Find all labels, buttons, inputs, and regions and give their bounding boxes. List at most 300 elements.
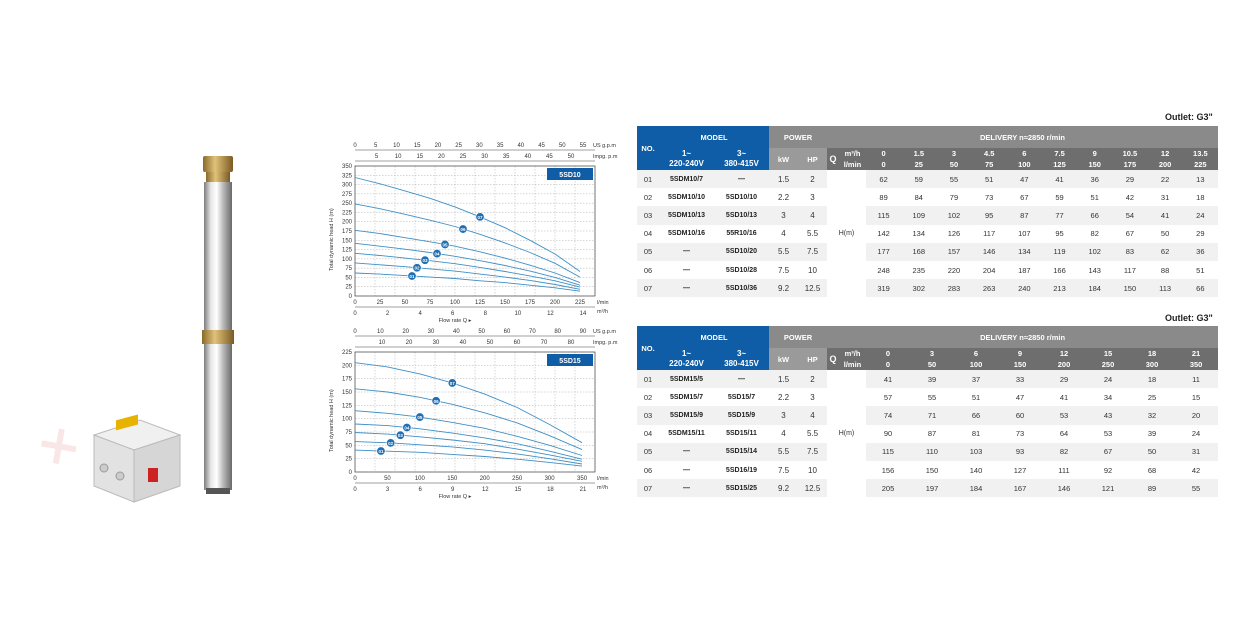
q-m3h-value: 12 — [1042, 348, 1086, 359]
power-kw: 1.5 — [769, 370, 798, 388]
head-value: 51 — [972, 170, 1007, 188]
table-row — [637, 425, 1218, 443]
table-row — [637, 388, 1218, 406]
q-m3h-value: 13.5 — [1183, 148, 1218, 159]
head-value: 156 — [866, 461, 910, 479]
lmin-tick: 250 — [512, 476, 523, 482]
power-kw: 7.5 — [769, 261, 798, 279]
head-value: 92 — [1086, 461, 1130, 479]
head-value: 24 — [1183, 206, 1218, 224]
head-value: 83 — [1112, 243, 1147, 261]
model-tag-label: 5SD15 — [559, 358, 581, 365]
curve-07 — [355, 178, 580, 272]
lmin-tick: 200 — [479, 476, 490, 482]
model-1phase: — — [659, 443, 714, 461]
q-lmin-value: 50 — [936, 159, 971, 170]
model-3phase: 5SD15/11 — [714, 425, 769, 443]
y-axis-label: Total dynamic head H (m) — [329, 389, 335, 452]
impgpm-tick: 40 — [524, 154, 532, 160]
usgpm-tick: 5 — [374, 143, 378, 149]
power-kw: 3 — [769, 406, 798, 424]
performance-curve-5sd10 — [325, 142, 618, 327]
head-value: 41 — [1042, 170, 1077, 188]
head-value: 39 — [910, 370, 954, 388]
head-value: 53 — [1042, 406, 1086, 424]
head-value: 73 — [972, 188, 1007, 206]
head-value: 115 — [866, 206, 901, 224]
usgpm-tick: 30 — [476, 143, 483, 149]
q-lmin-value: 150 — [1077, 159, 1112, 170]
model-3phase: 5SD15/25 — [714, 479, 769, 497]
y-tick: 275 — [341, 191, 352, 198]
m3h-tick: 9 — [451, 487, 455, 493]
lmin-tick: 175 — [524, 300, 536, 306]
head-value: 66 — [954, 406, 998, 424]
impgpm-tick: 50 — [567, 154, 575, 160]
q-lmin-value: 50 — [910, 359, 954, 370]
head-value: 142 — [866, 225, 901, 243]
power-hp: 12.5 — [798, 479, 827, 497]
curve-marker-label: 07 — [477, 214, 483, 220]
head-value: 29 — [1042, 370, 1086, 388]
lmin-tick: 300 — [544, 476, 555, 482]
head-value: 140 — [954, 461, 998, 479]
col-header-3phase: 3~ 380-415V — [714, 148, 769, 170]
head-value: 39 — [1130, 425, 1174, 443]
head-value: 51 — [1183, 261, 1218, 279]
lmin-tick: 125 — [474, 300, 486, 306]
head-value: 67 — [1086, 443, 1130, 461]
lmin-tick: 50 — [384, 476, 391, 482]
model-3phase: 5SD10/36 — [714, 279, 769, 297]
model-3phase: 55R10/16 — [714, 225, 769, 243]
head-value: 18 — [1183, 188, 1218, 206]
power-hp: 7.5 — [798, 243, 827, 261]
head-value: 31 — [1174, 443, 1218, 461]
m3h-tick: 0 — [353, 311, 357, 317]
head-value: 93 — [998, 443, 1042, 461]
usgpm-tick: 10 — [393, 143, 400, 149]
impgpm-tick: 70 — [540, 340, 548, 346]
y-tick: 300 — [341, 182, 352, 189]
col-header-model: MODEL — [659, 326, 769, 348]
table-row — [637, 188, 1218, 206]
head-value: 213 — [1042, 279, 1077, 297]
m3h-tick: 21 — [579, 487, 587, 493]
impgpm-tick: 20 — [405, 340, 413, 346]
head-value: 55 — [1174, 479, 1218, 497]
q-m3h-value: 7.5 — [1042, 148, 1077, 159]
col-header-kw: kW — [769, 148, 798, 170]
y-tick: 150 — [341, 390, 352, 396]
y-tick: 225 — [341, 350, 352, 356]
head-value: 29 — [1112, 170, 1147, 188]
model-3phase: 5SD15/7 — [714, 388, 769, 406]
head-value: 55 — [910, 388, 954, 406]
head-value: 150 — [1112, 279, 1147, 297]
head-value: 184 — [1077, 279, 1112, 297]
chart-5sd10 — [325, 142, 618, 332]
col-header-model: MODEL — [659, 126, 769, 148]
model-1phase: 5SDM10/10 — [659, 188, 714, 206]
q-m3h-value: 10.5 — [1112, 148, 1147, 159]
head-value: 157 — [936, 243, 971, 261]
q-lmin-value: 25 — [901, 159, 936, 170]
outlet-label: Outlet: G3" — [1165, 313, 1213, 323]
power-hp: 10 — [798, 261, 827, 279]
head-value: 66 — [1183, 279, 1218, 297]
model-3phase: 5SD16/19 — [714, 461, 769, 479]
head-value: 240 — [1007, 279, 1042, 297]
m3h-label: m³/h — [597, 309, 608, 315]
impgpm-tick: 45 — [546, 154, 553, 160]
usgpm-tick: 60 — [503, 329, 511, 335]
head-value: 41 — [866, 370, 910, 388]
m3h-label: m³/h — [597, 485, 608, 491]
power-hp: 3 — [798, 388, 827, 406]
y-tick: 350 — [341, 164, 352, 170]
head-value: 283 — [936, 279, 971, 297]
usgpm-tick: 25 — [455, 143, 462, 149]
model-3phase: 5SD15/9 — [714, 406, 769, 424]
m3h-tick: 2 — [385, 311, 390, 317]
power-kw: 5.5 — [769, 243, 798, 261]
row-number: 01 — [637, 370, 659, 388]
m3h-tick: 12 — [481, 487, 489, 493]
head-value: 77 — [1042, 206, 1077, 224]
head-value: 235 — [901, 261, 936, 279]
head-value: 34 — [1086, 388, 1130, 406]
q-m3h-value: 3 — [910, 348, 954, 359]
head-value: 205 — [866, 479, 910, 497]
head-value: 53 — [1086, 425, 1130, 443]
usgpm-tick: 40 — [517, 143, 525, 149]
col-header-kw: kW — [769, 348, 798, 370]
head-value: 11 — [1174, 370, 1218, 388]
curve-marker-label: 05 — [417, 415, 423, 421]
head-value: 55 — [936, 170, 971, 188]
m3h-tick: 3 — [385, 487, 390, 493]
model-1phase: 5SDM10/16 — [659, 225, 714, 243]
head-value: 134 — [1007, 243, 1042, 261]
row-number: 01 — [637, 170, 659, 188]
head-value: 71 — [910, 406, 954, 424]
usgpm-tick: 30 — [427, 329, 435, 335]
table-row — [637, 370, 1218, 388]
model-1phase: 5SDM15/11 — [659, 425, 714, 443]
model-3phase: 5SD10/10 — [714, 188, 769, 206]
col-header-1phase: 1~ 220-240V — [659, 148, 714, 170]
table-row — [637, 479, 1218, 497]
head-value: 117 — [972, 225, 1007, 243]
col-header-unit-lmin: l/min — [839, 159, 866, 170]
head-value: 67 — [1112, 225, 1147, 243]
power-kw: 4 — [769, 225, 798, 243]
power-kw: 3 — [769, 206, 798, 224]
table-row — [637, 225, 1218, 243]
impgpm-tick: 30 — [432, 340, 440, 346]
head-value: 36 — [1183, 243, 1218, 261]
impgpm-label: Impg. p.m — [593, 154, 618, 160]
head-value: 102 — [1077, 243, 1112, 261]
head-value: 150 — [910, 461, 954, 479]
power-hp: 4 — [798, 406, 827, 424]
head-value: 143 — [1077, 261, 1112, 279]
m3h-tick: 12 — [547, 311, 554, 317]
x-axis-label: Flow rate Q ▸ — [438, 318, 472, 324]
submersible-pump-icon — [80, 150, 260, 510]
col-header-1phase: 1~ 220-240V — [659, 348, 714, 370]
head-value: 41 — [1042, 388, 1086, 406]
head-value: 220 — [936, 261, 971, 279]
head-value: 42 — [1112, 188, 1147, 206]
row-number: 02 — [637, 388, 659, 406]
head-value: 110 — [910, 443, 954, 461]
head-value: 119 — [1042, 243, 1077, 261]
head-value: 82 — [1042, 443, 1086, 461]
impgpm-tick: 50 — [486, 340, 494, 346]
table-row — [637, 243, 1218, 261]
head-value: 89 — [866, 188, 901, 206]
model-tag — [547, 168, 593, 180]
head-value: 177 — [866, 243, 901, 261]
q-m3h-value: 12 — [1148, 148, 1183, 159]
impgpm-tick: 20 — [438, 154, 445, 160]
y-tick: 0 — [348, 294, 352, 300]
lmin-tick: 50 — [401, 300, 409, 306]
head-value: 66 — [1077, 206, 1112, 224]
head-label: H(m) — [827, 170, 866, 297]
q-lmin-value: 175 — [1112, 159, 1147, 170]
head-value: 87 — [1007, 206, 1042, 224]
power-hp: 5.5 — [798, 425, 827, 443]
row-number: 06 — [637, 261, 659, 279]
head-value: 25 — [1130, 388, 1174, 406]
head-label: H(m) — [827, 370, 866, 497]
model-tag-label: 5SD10 — [559, 172, 581, 179]
col-header-unit-lmin: l/min — [839, 359, 866, 370]
curve-marker-label: 03 — [397, 433, 403, 439]
usgpm-label: US g.p.m — [593, 329, 616, 335]
head-value: 248 — [866, 261, 901, 279]
q-lmin-value: 350 — [1174, 359, 1218, 370]
y-axis-label: Total dynamic head H (m) — [329, 208, 335, 271]
q-lmin-value: 100 — [954, 359, 998, 370]
head-value: 95 — [972, 206, 1007, 224]
model-1phase: — — [659, 279, 714, 297]
impgpm-tick: 10 — [394, 154, 402, 160]
row-number: 07 — [637, 479, 659, 497]
col-header-q: Q — [827, 348, 839, 370]
head-value: 20 — [1174, 406, 1218, 424]
head-value: 74 — [866, 406, 910, 424]
model-3phase: — — [714, 170, 769, 188]
q-m3h-value: 3 — [936, 148, 971, 159]
head-value: 95 — [1042, 225, 1077, 243]
model-3phase: 5SD15/14 — [714, 443, 769, 461]
table-row — [637, 261, 1218, 279]
model-1phase: 5SDM10/13 — [659, 206, 714, 224]
outlet-label: Outlet: G3" — [1165, 112, 1213, 122]
y-tick: 125 — [341, 247, 352, 254]
usgpm-tick: 50 — [558, 143, 566, 149]
lmin-tick: 75 — [426, 300, 434, 306]
row-number: 04 — [637, 425, 659, 443]
head-value: 54 — [1112, 206, 1147, 224]
usgpm-tick: 90 — [579, 329, 587, 335]
curve-06 — [355, 204, 580, 277]
y-tick: 50 — [345, 275, 352, 282]
lmin-tick: 100 — [414, 476, 425, 482]
y-tick: 175 — [341, 376, 352, 383]
power-hp: 7.5 — [798, 443, 827, 461]
usgpm-tick: 50 — [478, 329, 486, 335]
q-m3h-value: 0 — [866, 348, 910, 359]
q-m3h-value: 4.5 — [972, 148, 1007, 159]
col-header-power: POWER — [769, 126, 827, 148]
head-value: 29 — [1183, 225, 1218, 243]
head-value: 107 — [1007, 225, 1042, 243]
m3h-tick: 4 — [418, 311, 422, 317]
q-lmin-value: 200 — [1148, 159, 1183, 170]
y-tick: 200 — [341, 219, 352, 226]
row-number: 06 — [637, 461, 659, 479]
head-value: 113 — [1148, 279, 1183, 297]
model-3phase: 5SD10/28 — [714, 261, 769, 279]
col-header-hp: HP — [798, 348, 827, 370]
row-number: 05 — [637, 443, 659, 461]
head-value: 87 — [910, 425, 954, 443]
y-tick: 25 — [345, 456, 352, 463]
row-number: 02 — [637, 188, 659, 206]
head-value: 197 — [910, 479, 954, 497]
performance-curve-5sd15 — [325, 329, 618, 500]
curve-marker-label: 06 — [433, 398, 439, 404]
y-tick: 75 — [345, 266, 352, 273]
usgpm-tick: 40 — [452, 329, 460, 335]
table-row — [637, 170, 1218, 188]
head-value: 18 — [1130, 370, 1174, 388]
lmin-tick: 100 — [449, 300, 461, 306]
model-3phase: — — [714, 370, 769, 388]
spec-table-5sd15 — [637, 326, 1218, 497]
y-tick: 75 — [345, 430, 352, 436]
head-value: 103 — [954, 443, 998, 461]
col-header-unit-m3h: m³/h — [839, 148, 866, 159]
head-value: 37 — [954, 370, 998, 388]
head-value: 302 — [901, 279, 936, 297]
power-kw: 7.5 — [769, 461, 798, 479]
lmin-tick: 350 — [577, 476, 588, 482]
y-tick: 100 — [341, 256, 352, 263]
impgpm-tick: 35 — [502, 154, 510, 160]
col-header-no: NO. — [637, 326, 659, 370]
model-1phase: 5SDM10/7 — [659, 170, 714, 188]
head-value: 32 — [1130, 406, 1174, 424]
model-1phase: — — [659, 261, 714, 279]
model-tag — [547, 354, 593, 366]
lmin-tick: 150 — [447, 476, 458, 482]
head-value: 117 — [1112, 261, 1147, 279]
control-box-icon — [94, 414, 180, 502]
model-1phase: 5SDM15/5 — [659, 370, 714, 388]
head-value: 146 — [972, 243, 1007, 261]
power-hp: 2 — [798, 370, 827, 388]
power-hp: 12.5 — [798, 279, 827, 297]
lmin-tick: 25 — [376, 300, 384, 306]
head-value: 62 — [866, 170, 901, 188]
head-value: 166 — [1042, 261, 1077, 279]
curve-marker-label: 04 — [404, 425, 410, 431]
power-hp: 4 — [798, 206, 827, 224]
curve-marker-label: 01 — [409, 273, 415, 279]
power-kw: 1.5 — [769, 170, 798, 188]
head-value: 82 — [1077, 225, 1112, 243]
model-1phase: — — [659, 243, 714, 261]
impgpm-tick: 40 — [459, 340, 467, 346]
y-tick: 0 — [348, 470, 352, 476]
head-value: 204 — [972, 261, 1007, 279]
usgpm-tick: 35 — [496, 143, 504, 149]
col-header-power: POWER — [769, 326, 827, 348]
lmin-tick: 0 — [353, 300, 357, 306]
lmin-label: l/min — [597, 476, 609, 482]
head-value: 79 — [936, 188, 971, 206]
usgpm-tick: 70 — [528, 329, 536, 335]
impgpm-tick: 5 — [374, 154, 379, 160]
power-kw: 9.2 — [769, 479, 798, 497]
m3h-tick: 8 — [483, 311, 487, 317]
row-number: 07 — [637, 279, 659, 297]
head-value: 24 — [1174, 425, 1218, 443]
head-value: 68 — [1130, 461, 1174, 479]
head-value: 134 — [901, 225, 936, 243]
power-hp: 2 — [798, 170, 827, 188]
head-value: 36 — [1077, 170, 1112, 188]
head-value: 51 — [954, 388, 998, 406]
head-value: 168 — [901, 243, 936, 261]
head-value: 42 — [1174, 461, 1218, 479]
power-kw: 4 — [769, 425, 798, 443]
q-m3h-value: 9 — [998, 348, 1042, 359]
head-value: 47 — [998, 388, 1042, 406]
model-1phase: 5SDM15/9 — [659, 406, 714, 424]
chart-5sd15 — [325, 329, 618, 505]
q-m3h-value: 18 — [1130, 348, 1174, 359]
head-value: 31 — [1148, 188, 1183, 206]
row-number: 03 — [637, 206, 659, 224]
q-lmin-value: 300 — [1130, 359, 1174, 370]
impgpm-tick: 60 — [513, 340, 521, 346]
q-m3h-value: 0 — [866, 148, 901, 159]
usgpm-tick: 0 — [353, 143, 357, 149]
power-hp: 5.5 — [798, 225, 827, 243]
head-value: 51 — [1077, 188, 1112, 206]
q-lmin-value: 100 — [1007, 159, 1042, 170]
usgpm-tick: 15 — [413, 143, 421, 149]
q-m3h-value: 9 — [1077, 148, 1112, 159]
head-value: 84 — [901, 188, 936, 206]
head-value: 33 — [998, 370, 1042, 388]
lmin-label: l/min — [597, 300, 609, 306]
head-value: 13 — [1183, 170, 1218, 188]
watermark: ✕ — [28, 414, 90, 480]
power-hp: 10 — [798, 461, 827, 479]
usgpm-tick: 45 — [538, 143, 545, 149]
q-lmin-value: 250 — [1086, 359, 1130, 370]
y-tick: 50 — [345, 443, 352, 450]
m3h-tick: 10 — [514, 311, 522, 317]
